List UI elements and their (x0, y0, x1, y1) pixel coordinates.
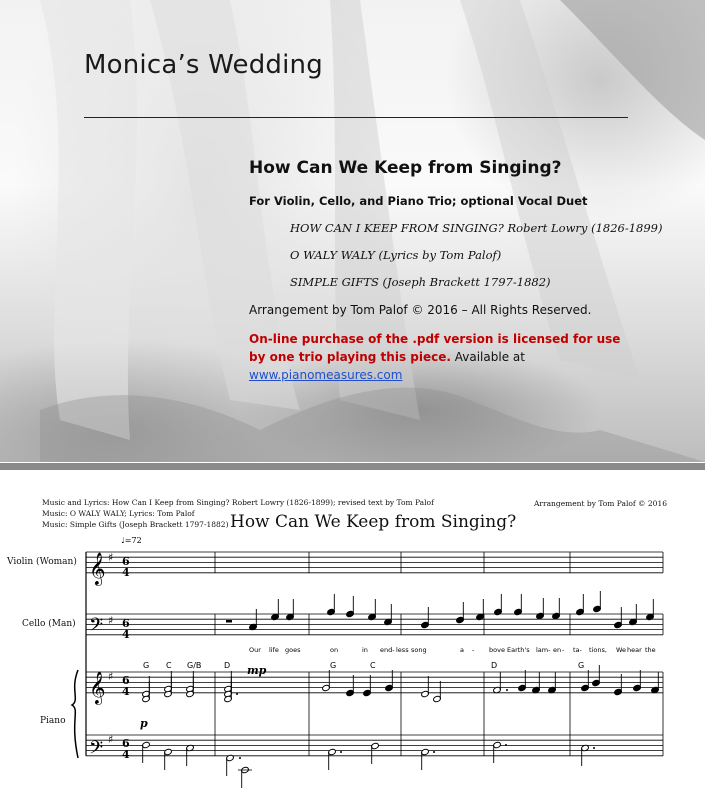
chord-symbol: G (330, 661, 337, 670)
title-rule (84, 117, 628, 118)
sharp-icon: ♯ (108, 733, 114, 746)
staff-lines (72, 552, 663, 758)
lyric-syllable: - (472, 646, 475, 654)
cello-label: Cello (Man) (22, 619, 76, 629)
lyrics (249, 646, 656, 654)
chord-symbol: G (143, 661, 150, 670)
time-sig-top: 6 (122, 617, 130, 630)
arrangement-credit: Arrangement by Tom Palof © 2016 – All Rights Reserved. (249, 303, 592, 317)
piano-brace (72, 670, 78, 758)
time-sig-bottom: 4 (122, 748, 130, 761)
time-signatures (122, 555, 130, 761)
dot (505, 744, 507, 746)
bass-clef-icon: 𝄢 (89, 738, 104, 763)
lyric-syllable: goes (285, 646, 301, 654)
dynamic-mp: mp (247, 664, 267, 677)
lyric-syllable: tions, (589, 646, 607, 654)
sharp-icon: ♯ (108, 551, 114, 564)
lyric-syllable: hear (627, 646, 642, 654)
lyric-syllable: end- (380, 646, 395, 654)
treble-clef-icon: 𝄞 (89, 671, 106, 704)
song-credit-1: HOW CAN I KEEP FROM SINGING? Robert Lowry (1826-1899) (290, 221, 663, 235)
chord-symbol: D (224, 661, 231, 670)
music-score (0, 530, 705, 800)
chord-symbol: G (578, 661, 585, 670)
lyric-syllable: less (396, 646, 409, 654)
lyric-syllable: a (460, 646, 464, 654)
instrumentation: For Violin, Cello, and Piano Trio; optional Vocal Duet (249, 194, 588, 208)
score-title: How Can We Keep from Singing? (230, 512, 517, 532)
bass-clef-icon: 𝄢 (89, 615, 104, 640)
lyric-syllable: the (645, 646, 656, 654)
available-at: Available at (454, 350, 525, 364)
dot (593, 747, 595, 749)
chord-symbol: C (370, 661, 376, 670)
credit-line-2: Music: O WALY WALY; Lyrics: Tom Palof (42, 509, 195, 518)
dot (506, 689, 508, 691)
dot (239, 757, 241, 759)
chord-symbol: D (491, 661, 498, 670)
notation (142, 591, 660, 788)
lyric-syllable: en (553, 646, 562, 654)
time-sig-bottom: 4 (122, 566, 130, 579)
dot (236, 693, 238, 695)
half-rest (226, 620, 232, 623)
lyric-syllable: song (411, 646, 427, 654)
lyric-syllable: life (269, 646, 279, 654)
piece-title: How Can We Keep from Singing? (249, 158, 562, 178)
lyric-syllable: bove (489, 646, 505, 654)
page-divider (0, 463, 705, 470)
chord-symbol: C (166, 661, 172, 670)
license-notice (249, 330, 629, 384)
tempo-marking: ♩=72 (121, 536, 142, 545)
lyric-syllable: Our (249, 646, 261, 654)
treble-clef-icon: 𝄞 (89, 552, 106, 585)
sharp-icon: ♯ (108, 614, 114, 627)
lyric-syllable: Earth's (507, 646, 530, 654)
dot (340, 751, 342, 753)
lyric-syllable: ta- (573, 646, 582, 654)
time-sig-bottom: 4 (122, 628, 130, 641)
license-text: On-line purchase of the .pdf version is licensed for use by one trio playing this piece. (249, 332, 621, 364)
time-sig-bottom: 4 (122, 685, 130, 698)
time-sig-top: 6 (122, 737, 130, 750)
pianomeasures-link[interactable]: www.pianomeasures.com (249, 368, 403, 382)
sharp-icon: ♯ (108, 670, 114, 683)
lyric-syllable: lam- (536, 646, 551, 654)
lyric-syllable: - (562, 646, 565, 654)
time-sig-top: 6 (122, 555, 130, 568)
chord-symbol: G/B (187, 661, 202, 670)
lyric-syllable: on (330, 646, 339, 654)
score-arrangement-credit: Arrangement by Tom Palof © 2016 (534, 499, 667, 508)
lyric-syllable: in (362, 646, 368, 654)
violin-label: Violin (Woman) (7, 557, 77, 567)
cover-title: Monica’s Wedding (84, 50, 323, 80)
piano-label: Piano (40, 716, 66, 726)
dynamic-p: p (140, 717, 148, 730)
lyric-syllable: We (616, 646, 627, 654)
song-credit-2: O WALY WALY (Lyrics by Tom Palof) (290, 248, 502, 262)
time-sig-top: 6 (122, 674, 130, 687)
credit-line-3: Music: Simple Gifts (Joseph Brackett 1797-1882) (42, 520, 229, 529)
song-credit-3: SIMPLE GIFTS (Joseph Brackett 1797-1882) (290, 275, 551, 289)
chord-symbols (143, 661, 584, 670)
dot (433, 751, 435, 753)
credit-line-1: Music and Lyrics: How Can I Keep from Singing? Robert Lowry (1826-1899); revised text by Tom Palof (42, 498, 434, 507)
